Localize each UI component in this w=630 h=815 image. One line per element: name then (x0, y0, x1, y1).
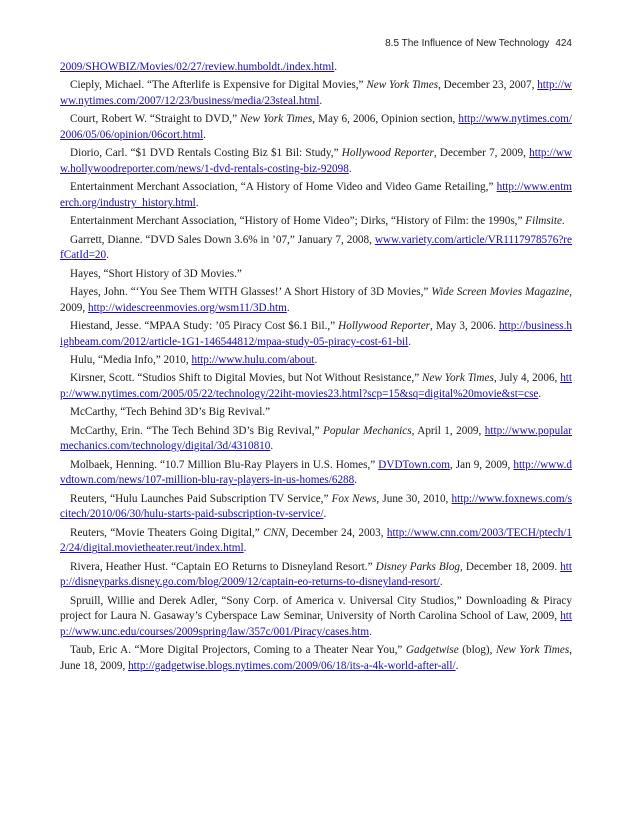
reference-entry (60, 214, 572, 230)
reference-text: Diorio, Carl. “$1 DVD Rentals Costing Biz $1 Bil: Study,” (70, 147, 342, 160)
reference-link[interactable]: http://disneyparks.disney.go.com/blog/2009/12/captain-eo-returns-to-disneyland-resort/ (60, 560, 573, 589)
publication-title: Filmsite (525, 215, 562, 228)
reference-entry (60, 233, 572, 264)
reference-text: , December 7, 2009, (433, 147, 530, 160)
reference-entry (60, 319, 572, 350)
publication-title: Wide Screen Movies Magazine (431, 286, 570, 299)
reference-text: Kirsner, Scott. “Studios Shift to Digital Movies, but Not Without Resistance,” (70, 372, 423, 385)
reference-text: . (538, 388, 542, 401)
running-header (385, 38, 572, 49)
reference-entry (60, 492, 572, 523)
reference-entry (60, 458, 572, 489)
reference-entry (60, 405, 572, 421)
page-number: 424 (555, 38, 572, 49)
reference-text: , December 23, 2007, (438, 79, 538, 92)
reference-text: . (319, 94, 323, 107)
reference-entry (60, 371, 572, 402)
reference-text: Entertainment Merchant Association, “History of Home Video”; Dirks, “History of Film: the 1990s,” (70, 215, 526, 228)
reference-text: . (243, 542, 247, 555)
reference-link[interactable]: http://www.nytimes.com/2007/12/23/business/media/23steal.html (60, 79, 572, 107)
reference-entry (60, 643, 572, 674)
publication-title: CNN (263, 526, 286, 539)
reference-link[interactable]: http://www.cnn.com/2003/TECH/ptech/12/24/digital.movietheater.reut/index.html (60, 526, 572, 555)
reference-text: , May 3, 2006. (430, 320, 499, 333)
reference-text: Hayes, “Short History of 3D Movies.” (70, 267, 242, 280)
reference-text: Hayes, John. “‘You See Them WITH Glasses!’ A Short History of 3D Movies,” (70, 286, 432, 299)
reference-link[interactable]: http://www.dvdtown.com/news/107-million-blu-ray-players-in-us-homes/6288 (60, 458, 572, 487)
reference-text: , May 6, 2006, Opinion section, (312, 113, 459, 126)
reference-link[interactable]: http://www.unc.edu/courses/2009spring/law/357c/001/Piracy/cases.htm (60, 610, 572, 638)
reference-text: Reuters, “Movie Theaters Going Digital,” (70, 526, 264, 539)
reference-text: , June 30, 2010, (376, 492, 452, 505)
reference-text: Reuters, “Hulu Launches Paid Subscription TV Service,” (70, 492, 332, 505)
reference-entry (60, 78, 572, 109)
reference-link[interactable]: http://www.entmerch.org/industry_history.html (60, 181, 572, 209)
reference-text: . (323, 508, 327, 521)
reference-link[interactable]: http://www.foxnews.com/scitech/2010/06/30/hulu-starts-paid-subscription-tv-service/ (60, 492, 572, 521)
reference-text: Cieply, Michael. “The Afterlife is Expensive for Digital Movies,” (70, 79, 367, 92)
reference-entry (60, 353, 572, 369)
reference-text: Spruill, Willie and Derek Adler, “Sony Corp. of America v. Universal City Studios,” Downloading & Piracy project for Laura N. Gasaway’s Cyberspace Law Seminar, University of North Carolina School of Law, 2009, (60, 594, 572, 623)
reference-text: . (369, 625, 372, 638)
reference-link[interactable]: http://gadgetwise.blogs.nytimes.com/2009/06/18/its-a-4k-world-after-all/ (128, 659, 456, 672)
reference-entry (60, 180, 572, 211)
reference-text: . (334, 61, 338, 73)
reference-text: Hiestand, Jesse. “MPAA Study: ’05 Piracy Cost $6.1 Bil.,” (70, 320, 339, 333)
reference-link[interactable]: DVDTown.com (378, 458, 450, 471)
reference-text: . (286, 301, 290, 314)
publication-title: Hollywood Reporter (341, 147, 434, 160)
reference-text: , April 1, 2009, (411, 424, 485, 437)
reference-text: McCarthy, “Tech Behind 3D’s Big Revival.” (70, 406, 271, 419)
publication-title: New York Times (422, 372, 494, 385)
reference-link[interactable]: http://www.popularmechanics.com/technology/digital/3d/4310810 (60, 424, 572, 453)
reference-entry (60, 112, 572, 143)
reference-text: . (203, 128, 207, 141)
reference-text: . (408, 335, 412, 348)
reference-text: . (455, 659, 459, 672)
publication-title: New York Times (366, 79, 439, 92)
reference-text: Rivera, Heather Hust. “Captain EO Returns to Disneyland Resort.” (70, 560, 376, 573)
reference-entry (60, 424, 572, 455)
reference-text: , 2009, (60, 286, 572, 314)
reference-text: . (439, 576, 443, 589)
publication-title: New York Times (240, 113, 313, 126)
reference-link[interactable]: http://business.highbeam.com/2012/article-1G1-146544812/mpaa-study-05-piracy-cost-61-bil (60, 320, 572, 348)
publication-title: Popular Mechanics (323, 424, 412, 437)
reference-text: Molbaek, Henning. “10.7 Million Blu-Ray Players in U.S. Homes,” (70, 458, 379, 471)
section-title: 8.5 The Influence of New Technology (385, 38, 550, 49)
reference-list (60, 60, 572, 677)
reference-text: Taub, Eric A. “More Digital Projectors, Coming to a Theater Near You,” (70, 644, 406, 657)
reference-text: (blog), (458, 644, 496, 657)
reference-text: McCarthy, Erin. “The Tech Behind 3D’s Big Revival,” (70, 424, 324, 437)
reference-link[interactable]: http://www.nytimes.com/2005/05/22/technology/22iht-movies23.html?scp=15&sq=digital%20movie&st=cse (60, 372, 572, 401)
reference-entry (60, 267, 572, 283)
reference-text: . (348, 162, 352, 175)
reference-text: , June 18, 2009, (60, 644, 572, 672)
reference-text: Garrett, Dianne. “DVD Sales Down 3.6% in ’07,” January 7, 2008, (70, 233, 375, 246)
reference-link[interactable]: http://widescreenmovies.org/wsm11/3D.htm (87, 301, 287, 314)
reference-text: . (106, 249, 109, 262)
reference-text: Court, Robert W. “Straight to DVD,” (70, 113, 241, 126)
publication-title: Fox News (331, 492, 377, 505)
reference-entry (60, 526, 572, 557)
reference-text: , July 4, 2006, (493, 372, 561, 385)
reference-entry (60, 560, 572, 591)
reference-text: Hulu, “Media Info,” 2010, (70, 354, 192, 367)
publication-title: New York Times (495, 644, 570, 657)
publication-title: Gadgetwise (405, 644, 459, 657)
reference-text: . (270, 440, 274, 453)
reference-text: , Jan 9, 2009, (449, 458, 514, 471)
publication-title: Disney Parks Blog (375, 560, 461, 573)
reference-link[interactable]: 2009/SHOWBIZ/Movies/02/27/review.humboldt./index.html (60, 61, 335, 73)
reference-entry (60, 594, 572, 641)
publication-title: Hollywood Reporter (338, 320, 431, 333)
reference-link[interactable]: www.variety.com/article/VR1117978576?refCatId=20 (60, 233, 572, 262)
reference-text: . (195, 196, 199, 209)
reference-text: , December 24, 2003, (285, 526, 387, 539)
reference-link[interactable]: http://www.hollywoodreporter.com/news/1-dvd-rentals-costing-biz-92098 (60, 147, 573, 175)
reference-text: Entertainment Merchant Association, “A History of Home Video and Video Game Retailing,” (70, 181, 497, 194)
reference-link[interactable]: http://www.nytimes.com/2006/05/06/opinion/06cort.html (60, 113, 572, 141)
reference-text: . (314, 354, 318, 367)
reference-text: . (561, 215, 565, 228)
reference-link[interactable]: http://www.hulu.com/about (191, 354, 315, 367)
reference-text: . (354, 474, 358, 487)
reference-entry (60, 146, 572, 177)
reference-entry (60, 285, 572, 316)
reference-text: , December 18, 2009. (460, 560, 561, 573)
reference-entry (60, 60, 572, 76)
